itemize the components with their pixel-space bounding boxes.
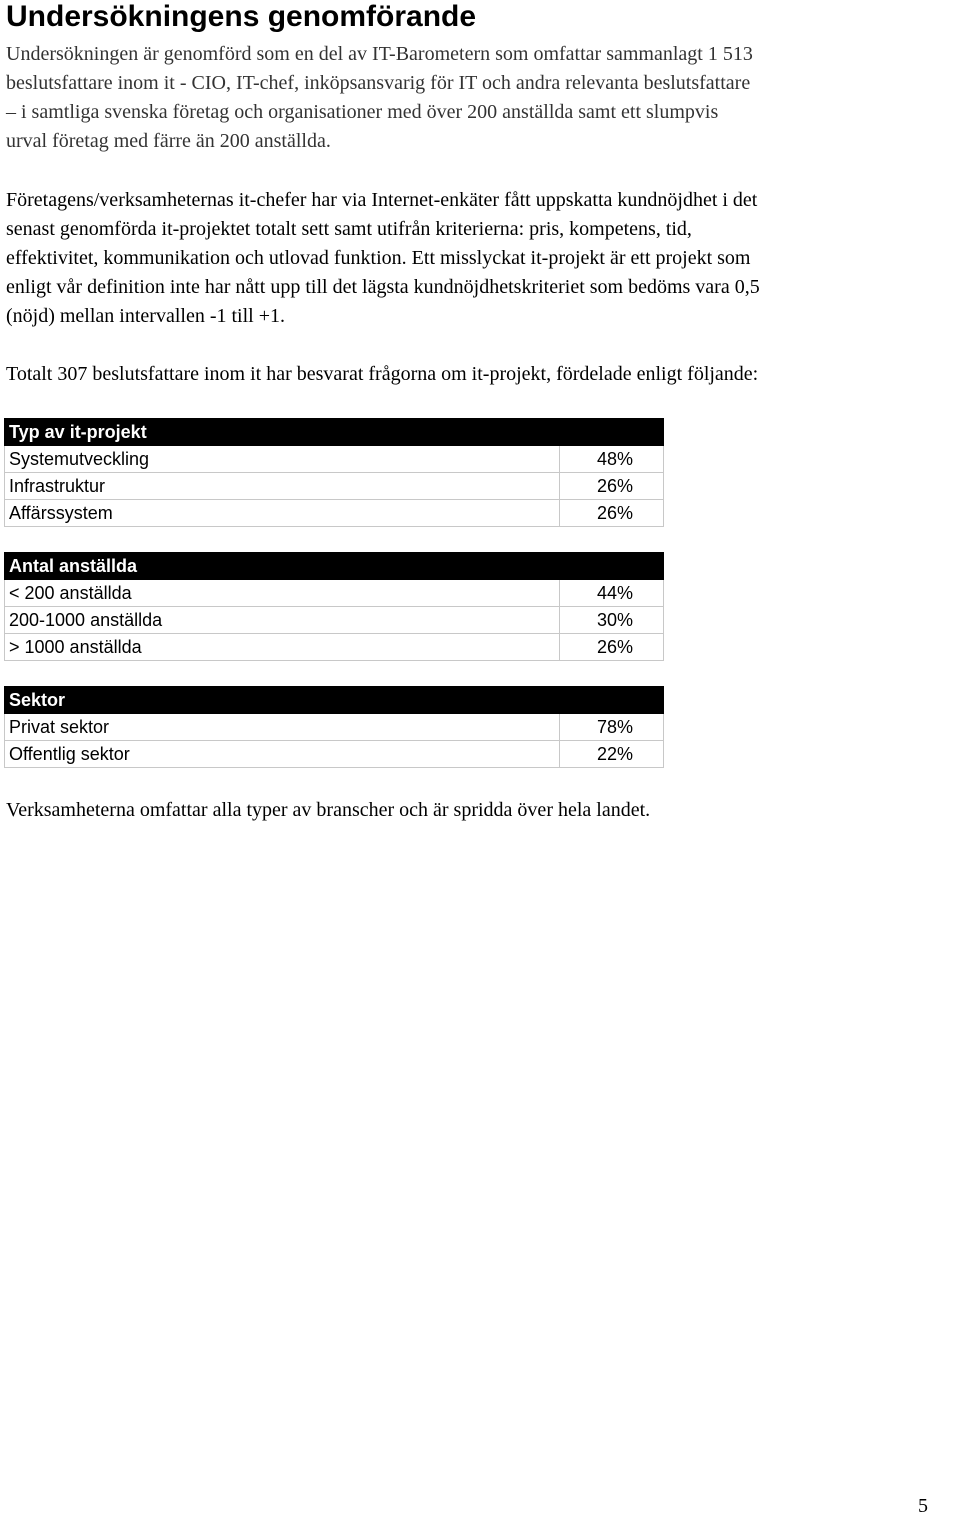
row-label: Offentlig sektor xyxy=(5,741,560,768)
table-header: Typ av it-projekt xyxy=(5,419,560,446)
table-header-row xyxy=(5,687,664,714)
row-value: 26% xyxy=(560,473,664,500)
table-header-row xyxy=(5,419,664,446)
row-value: 26% xyxy=(560,634,664,661)
row-value: 22% xyxy=(560,741,664,768)
closing-paragraph: Verksamheterna omfattar alla typer av branscher och är spridda över hela landet. xyxy=(6,799,651,821)
table-header: Sektor xyxy=(5,687,560,714)
table-row xyxy=(5,580,664,607)
table-header-empty xyxy=(560,553,664,580)
page-heading: Undersökningens genomförande xyxy=(6,0,477,33)
table-header-row xyxy=(5,553,664,580)
row-value: 78% xyxy=(560,714,664,741)
intro-paragraph: Undersökningen är genomförd som en del av IT-Barometern som omfattar sammanlagt 1 513 beslutsfattare inom it - CIO, IT-chef, inköpsansvarig för IT och andra relevanta beslutsfattare – i samtliga svenska företag och organisationer med över 200 anställda samt ett slumpvis urval företag med färre än 200 anställda. xyxy=(6,43,753,152)
employees-table xyxy=(4,552,664,661)
row-label: Systemutveckling xyxy=(5,446,560,473)
row-label: Infrastruktur xyxy=(5,473,560,500)
row-label: Affärssystem xyxy=(5,500,560,527)
row-value: 44% xyxy=(560,580,664,607)
row-value: 30% xyxy=(560,607,664,634)
row-value: 48% xyxy=(560,446,664,473)
project-type-table xyxy=(4,418,664,527)
row-label: > 1000 anställda xyxy=(5,634,560,661)
table-row xyxy=(5,741,664,768)
table-row xyxy=(5,634,664,661)
row-label: Privat sektor xyxy=(5,714,560,741)
table-row xyxy=(5,473,664,500)
respondents-paragraph: Totalt 307 beslutsfattare inom it har besvarat frågorna om it-projekt, fördelade enligt följande: xyxy=(6,363,759,385)
sector-table xyxy=(4,686,664,768)
table-row xyxy=(5,500,664,527)
table-row xyxy=(5,607,664,634)
row-value: 26% xyxy=(560,500,664,527)
table-row xyxy=(5,714,664,741)
table-header-empty xyxy=(560,419,664,446)
row-label: 200-1000 anställda xyxy=(5,607,560,634)
table-header-empty xyxy=(560,687,664,714)
table-header: Antal anställda xyxy=(5,553,560,580)
row-label: < 200 anställda xyxy=(5,580,560,607)
table-row xyxy=(5,446,664,473)
page-number: 5 xyxy=(918,1495,928,1517)
method-paragraph: Företagens/verksamheternas it-chefer har via Internet-enkäter fått uppskatta kundnöjdhet i det senast genomförda it-projektet totalt sett samt utifrån kriterierna: pris, kompetens, tid, effektivitet, kommunikation och utlovad funktion. Ett misslyckat it-projekt är ett projekt som enligt vår definition inte har nått upp till det lägsta kundnöjdhetskriteriet som bedöms vara 0,5 (nöjd) mellan intervallen -1 till +1. xyxy=(6,189,760,327)
